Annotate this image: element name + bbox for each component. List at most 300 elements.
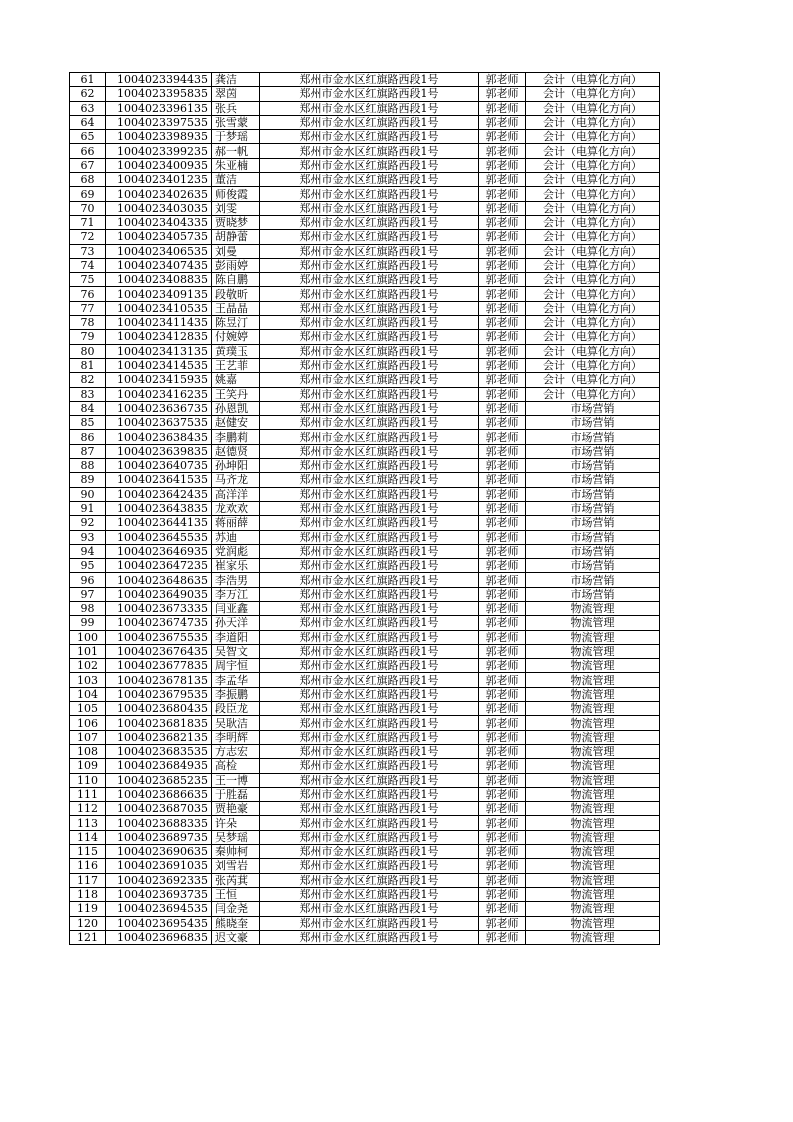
table-row <box>70 230 660 244</box>
teacher-cell: 郭老师 <box>479 373 526 387</box>
address-cell: 郑州市金水区红旗路西段1号 <box>260 501 479 515</box>
table-row <box>70 830 660 844</box>
student-id-cell: 1004023644135 <box>106 516 212 530</box>
row-number-cell: 107 <box>70 730 106 744</box>
teacher-cell: 郭老师 <box>479 115 526 129</box>
teacher-cell: 郭老师 <box>479 244 526 258</box>
major-cell: 会计（电算化方向） <box>526 173 660 187</box>
address-cell: 郑州市金水区红旗路西段1号 <box>260 759 479 773</box>
address-cell: 郑州市金水区红旗路西段1号 <box>260 530 479 544</box>
student-id-cell: 1004023413135 <box>106 344 212 358</box>
student-id-cell: 1004023403035 <box>106 201 212 215</box>
major-cell: 市场营销 <box>526 501 660 515</box>
student-id-cell: 1004023683535 <box>106 744 212 758</box>
student-name-cell: 崔家乐 <box>212 559 260 573</box>
student-id-cell: 1004023411435 <box>106 316 212 330</box>
student-name-cell: 贾晓梦 <box>212 215 260 229</box>
row-number-cell: 80 <box>70 344 106 358</box>
address-cell: 郑州市金水区红旗路西段1号 <box>260 215 479 229</box>
major-cell: 物流管理 <box>526 659 660 673</box>
teacher-cell: 郭老师 <box>479 659 526 673</box>
student-id-cell: 1004023690635 <box>106 845 212 859</box>
major-cell: 市场营销 <box>526 444 660 458</box>
address-cell: 郑州市金水区红旗路西段1号 <box>260 459 479 473</box>
student-id-cell: 1004023641535 <box>106 473 212 487</box>
address-cell: 郑州市金水区红旗路西段1号 <box>260 230 479 244</box>
student-name-cell: 许朵 <box>212 816 260 830</box>
address-cell: 郑州市金水区红旗路西段1号 <box>260 730 479 744</box>
address-cell: 郑州市金水区红旗路西段1号 <box>260 573 479 587</box>
table-row <box>70 358 660 372</box>
student-name-cell: 吴耿洁 <box>212 716 260 730</box>
teacher-cell: 郭老师 <box>479 301 526 315</box>
student-name-cell: 孙恩凯 <box>212 401 260 415</box>
major-cell: 会计（电算化方向） <box>526 101 660 115</box>
student-id-cell: 1004023396135 <box>106 101 212 115</box>
major-cell: 物流管理 <box>526 816 660 830</box>
teacher-cell: 郭老师 <box>479 501 526 515</box>
teacher-cell: 郭老师 <box>479 873 526 887</box>
student-table-body <box>70 73 660 945</box>
student-name-cell: 陈昱汀 <box>212 316 260 330</box>
table-row <box>70 702 660 716</box>
teacher-cell: 郭老师 <box>479 644 526 658</box>
table-row <box>70 859 660 873</box>
teacher-cell: 郭老师 <box>479 273 526 287</box>
row-number-cell: 88 <box>70 459 106 473</box>
major-cell: 物流管理 <box>526 873 660 887</box>
address-cell: 郑州市金水区红旗路西段1号 <box>260 101 479 115</box>
row-number-cell: 92 <box>70 516 106 530</box>
student-id-cell: 1004023676435 <box>106 644 212 658</box>
table-row <box>70 373 660 387</box>
row-number-cell: 89 <box>70 473 106 487</box>
student-name-cell: 段敬昕 <box>212 287 260 301</box>
student-name-cell: 李明辉 <box>212 730 260 744</box>
teacher-cell: 郭老师 <box>479 716 526 730</box>
student-name-cell: 孙坤阳 <box>212 459 260 473</box>
major-cell: 物流管理 <box>526 616 660 630</box>
teacher-cell: 郭老师 <box>479 187 526 201</box>
student-name-cell: 黄璞玉 <box>212 344 260 358</box>
teacher-cell: 郭老师 <box>479 587 526 601</box>
major-cell: 会计（电算化方向） <box>526 330 660 344</box>
student-id-cell: 1004023681835 <box>106 716 212 730</box>
teacher-cell: 郭老师 <box>479 902 526 916</box>
student-name-cell: 胡静蕾 <box>212 230 260 244</box>
row-number-cell: 115 <box>70 845 106 859</box>
student-id-cell: 1004023675535 <box>106 630 212 644</box>
table-row <box>70 673 660 687</box>
student-name-cell: 王一博 <box>212 773 260 787</box>
student-name-cell: 刘雪岩 <box>212 859 260 873</box>
student-name-cell: 张雪蒙 <box>212 115 260 129</box>
student-name-cell: 翠茵 <box>212 87 260 101</box>
major-cell: 会计（电算化方向） <box>526 358 660 372</box>
table-row <box>70 601 660 615</box>
student-name-cell: 于梦瑶 <box>212 130 260 144</box>
student-id-cell: 1004023673335 <box>106 601 212 615</box>
table-row <box>70 330 660 344</box>
major-cell: 物流管理 <box>526 916 660 930</box>
student-name-cell: 高洋洋 <box>212 487 260 501</box>
student-id-cell: 1004023682135 <box>106 730 212 744</box>
student-table <box>69 72 660 945</box>
table-row <box>70 487 660 501</box>
row-number-cell: 93 <box>70 530 106 544</box>
teacher-cell: 郭老师 <box>479 473 526 487</box>
major-cell: 物流管理 <box>526 802 660 816</box>
teacher-cell: 郭老师 <box>479 316 526 330</box>
row-number-cell: 67 <box>70 158 106 172</box>
student-name-cell: 苏迪 <box>212 530 260 544</box>
student-id-cell: 1004023693735 <box>106 887 212 901</box>
table-row <box>70 459 660 473</box>
table-row <box>70 387 660 401</box>
student-id-cell: 1004023416235 <box>106 387 212 401</box>
major-cell: 会计（电算化方向） <box>526 258 660 272</box>
row-number-cell: 109 <box>70 759 106 773</box>
teacher-cell: 郭老师 <box>479 73 526 87</box>
student-name-cell: 马齐龙 <box>212 473 260 487</box>
student-name-cell: 迟文豪 <box>212 930 260 944</box>
table-row <box>70 759 660 773</box>
student-name-cell: 蒋丽薛 <box>212 516 260 530</box>
table-row <box>70 187 660 201</box>
student-id-cell: 1004023642435 <box>106 487 212 501</box>
address-cell: 郑州市金水区红旗路西段1号 <box>260 659 479 673</box>
major-cell: 会计（电算化方向） <box>526 344 660 358</box>
teacher-cell: 郭老师 <box>479 387 526 401</box>
major-cell: 物流管理 <box>526 930 660 944</box>
teacher-cell: 郭老师 <box>479 830 526 844</box>
student-id-cell: 1004023408835 <box>106 273 212 287</box>
student-id-cell: 1004023689735 <box>106 830 212 844</box>
row-number-cell: 72 <box>70 230 106 244</box>
student-name-cell: 董洁 <box>212 173 260 187</box>
student-id-cell: 1004023412835 <box>106 330 212 344</box>
student-name-cell: 熊晓奎 <box>212 916 260 930</box>
table-row <box>70 173 660 187</box>
row-number-cell: 91 <box>70 501 106 515</box>
teacher-cell: 郭老师 <box>479 773 526 787</box>
address-cell: 郑州市金水区红旗路西段1号 <box>260 644 479 658</box>
table-row <box>70 273 660 287</box>
address-cell: 郑州市金水区红旗路西段1号 <box>260 630 479 644</box>
teacher-cell: 郭老师 <box>479 759 526 773</box>
major-cell: 物流管理 <box>526 702 660 716</box>
table-row <box>70 787 660 801</box>
address-cell: 郑州市金水区红旗路西段1号 <box>260 559 479 573</box>
student-name-cell: 刘雯 <box>212 201 260 215</box>
teacher-cell: 郭老师 <box>479 730 526 744</box>
row-number-cell: 95 <box>70 559 106 573</box>
row-number-cell: 121 <box>70 930 106 944</box>
student-name-cell: 闫亚鑫 <box>212 601 260 615</box>
teacher-cell: 郭老师 <box>479 573 526 587</box>
student-name-cell: 姚嘉 <box>212 373 260 387</box>
row-number-cell: 112 <box>70 802 106 816</box>
major-cell: 物流管理 <box>526 773 660 787</box>
table-row <box>70 559 660 573</box>
row-number-cell: 103 <box>70 673 106 687</box>
student-name-cell: 张兵 <box>212 101 260 115</box>
address-cell: 郑州市金水区红旗路西段1号 <box>260 673 479 687</box>
student-name-cell: 李道阳 <box>212 630 260 644</box>
student-name-cell: 付婉婷 <box>212 330 260 344</box>
address-cell: 郑州市金水区红旗路西段1号 <box>260 330 479 344</box>
teacher-cell: 郭老师 <box>479 802 526 816</box>
address-cell: 郑州市金水区红旗路西段1号 <box>260 187 479 201</box>
address-cell: 郑州市金水区红旗路西段1号 <box>260 516 479 530</box>
row-number-cell: 74 <box>70 258 106 272</box>
major-cell: 会计（电算化方向） <box>526 201 660 215</box>
table-row <box>70 716 660 730</box>
table-row <box>70 644 660 658</box>
student-id-cell: 1004023398935 <box>106 130 212 144</box>
student-name-cell: 龚洁 <box>212 73 260 87</box>
student-name-cell: 李鹏莉 <box>212 430 260 444</box>
student-name-cell: 于胜磊 <box>212 787 260 801</box>
student-id-cell: 1004023637535 <box>106 416 212 430</box>
row-number-cell: 73 <box>70 244 106 258</box>
row-number-cell: 110 <box>70 773 106 787</box>
student-id-cell: 1004023696835 <box>106 930 212 944</box>
student-id-cell: 1004023407435 <box>106 258 212 272</box>
student-id-cell: 1004023401235 <box>106 173 212 187</box>
major-cell: 会计（电算化方向） <box>526 73 660 87</box>
major-cell: 会计（电算化方向） <box>526 187 660 201</box>
table-row <box>70 115 660 129</box>
student-id-cell: 1004023688335 <box>106 816 212 830</box>
table-row <box>70 516 660 530</box>
row-number-cell: 62 <box>70 87 106 101</box>
address-cell: 郑州市金水区红旗路西段1号 <box>260 416 479 430</box>
address-cell: 郑州市金水区红旗路西段1号 <box>260 444 479 458</box>
student-name-cell: 赵健安 <box>212 416 260 430</box>
student-name-cell: 孙天洋 <box>212 616 260 630</box>
row-number-cell: 82 <box>70 373 106 387</box>
row-number-cell: 94 <box>70 544 106 558</box>
row-number-cell: 102 <box>70 659 106 673</box>
teacher-cell: 郭老师 <box>479 130 526 144</box>
major-cell: 市场营销 <box>526 401 660 415</box>
row-number-cell: 83 <box>70 387 106 401</box>
student-id-cell: 1004023680435 <box>106 702 212 716</box>
teacher-cell: 郭老师 <box>479 158 526 172</box>
major-cell: 物流管理 <box>526 787 660 801</box>
row-number-cell: 75 <box>70 273 106 287</box>
major-cell: 会计（电算化方向） <box>526 316 660 330</box>
address-cell: 郑州市金水区红旗路西段1号 <box>260 430 479 444</box>
table-row <box>70 73 660 87</box>
table-row <box>70 444 660 458</box>
row-number-cell: 79 <box>70 330 106 344</box>
address-cell: 郑州市金水区红旗路西段1号 <box>260 316 479 330</box>
student-id-cell: 1004023395835 <box>106 87 212 101</box>
row-number-cell: 117 <box>70 873 106 887</box>
address-cell: 郑州市金水区红旗路西段1号 <box>260 802 479 816</box>
row-number-cell: 78 <box>70 316 106 330</box>
table-row <box>70 287 660 301</box>
student-id-cell: 1004023397535 <box>106 115 212 129</box>
teacher-cell: 郭老师 <box>479 816 526 830</box>
student-name-cell: 彭雨婷 <box>212 258 260 272</box>
table-row <box>70 630 660 644</box>
major-cell: 物流管理 <box>526 887 660 901</box>
address-cell: 郑州市金水区红旗路西段1号 <box>260 487 479 501</box>
table-row <box>70 301 660 315</box>
table-row <box>70 158 660 172</box>
address-cell: 郑州市金水区红旗路西段1号 <box>260 830 479 844</box>
address-cell: 郑州市金水区红旗路西段1号 <box>260 73 479 87</box>
teacher-cell: 郭老师 <box>479 630 526 644</box>
table-row <box>70 916 660 930</box>
address-cell: 郑州市金水区红旗路西段1号 <box>260 173 479 187</box>
row-number-cell: 99 <box>70 616 106 630</box>
teacher-cell: 郭老师 <box>479 845 526 859</box>
row-number-cell: 69 <box>70 187 106 201</box>
teacher-cell: 郭老师 <box>479 616 526 630</box>
table-row <box>70 573 660 587</box>
student-name-cell: 高检 <box>212 759 260 773</box>
row-number-cell: 84 <box>70 401 106 415</box>
major-cell: 会计（电算化方向） <box>526 230 660 244</box>
table-row <box>70 344 660 358</box>
row-number-cell: 70 <box>70 201 106 215</box>
student-name-cell: 郝一帆 <box>212 144 260 158</box>
table-row <box>70 773 660 787</box>
row-number-cell: 100 <box>70 630 106 644</box>
row-number-cell: 97 <box>70 587 106 601</box>
address-cell: 郑州市金水区红旗路西段1号 <box>260 859 479 873</box>
address-cell: 郑州市金水区红旗路西段1号 <box>260 587 479 601</box>
address-cell: 郑州市金水区红旗路西段1号 <box>260 115 479 129</box>
student-name-cell: 龙欢欢 <box>212 501 260 515</box>
student-name-cell: 赵德贤 <box>212 444 260 458</box>
student-name-cell: 李孟华 <box>212 673 260 687</box>
major-cell: 会计（电算化方向） <box>526 115 660 129</box>
teacher-cell: 郭老师 <box>479 459 526 473</box>
row-number-cell: 111 <box>70 787 106 801</box>
student-name-cell: 吴智文 <box>212 644 260 658</box>
teacher-cell: 郭老师 <box>479 916 526 930</box>
student-id-cell: 1004023695435 <box>106 916 212 930</box>
student-id-cell: 1004023399235 <box>106 144 212 158</box>
address-cell: 郑州市金水区红旗路西段1号 <box>260 301 479 315</box>
student-id-cell: 1004023677835 <box>106 659 212 673</box>
student-id-cell: 1004023686635 <box>106 787 212 801</box>
table-row <box>70 144 660 158</box>
teacher-cell: 郭老师 <box>479 859 526 873</box>
student-id-cell: 1004023674735 <box>106 616 212 630</box>
student-id-cell: 1004023687035 <box>106 802 212 816</box>
major-cell: 物流管理 <box>526 759 660 773</box>
major-cell: 物流管理 <box>526 859 660 873</box>
address-cell: 郑州市金水区红旗路西段1号 <box>260 930 479 944</box>
teacher-cell: 郭老师 <box>479 144 526 158</box>
row-number-cell: 87 <box>70 444 106 458</box>
teacher-cell: 郭老师 <box>479 544 526 558</box>
student-id-cell: 1004023647235 <box>106 559 212 573</box>
teacher-cell: 郭老师 <box>479 559 526 573</box>
teacher-cell: 郭老师 <box>479 230 526 244</box>
address-cell: 郑州市金水区红旗路西段1号 <box>260 873 479 887</box>
address-cell: 郑州市金水区红旗路西段1号 <box>260 702 479 716</box>
address-cell: 郑州市金水区红旗路西段1号 <box>260 687 479 701</box>
major-cell: 会计（电算化方向） <box>526 215 660 229</box>
table-row <box>70 587 660 601</box>
row-number-cell: 120 <box>70 916 106 930</box>
major-cell: 物流管理 <box>526 601 660 615</box>
student-id-cell: 1004023400935 <box>106 158 212 172</box>
address-cell: 郑州市金水区红旗路西段1号 <box>260 87 479 101</box>
table-row <box>70 130 660 144</box>
teacher-cell: 郭老师 <box>479 258 526 272</box>
address-cell: 郑州市金水区红旗路西段1号 <box>260 787 479 801</box>
table-row <box>70 887 660 901</box>
address-cell: 郑州市金水区红旗路西段1号 <box>260 816 479 830</box>
major-cell: 会计（电算化方向） <box>526 130 660 144</box>
student-id-cell: 1004023638435 <box>106 430 212 444</box>
address-cell: 郑州市金水区红旗路西段1号 <box>260 201 479 215</box>
row-number-cell: 104 <box>70 687 106 701</box>
table-row <box>70 87 660 101</box>
table-row <box>70 802 660 816</box>
table-row <box>70 215 660 229</box>
student-name-cell: 段臣龙 <box>212 702 260 716</box>
row-number-cell: 86 <box>70 430 106 444</box>
table-row <box>70 244 660 258</box>
teacher-cell: 郭老师 <box>479 673 526 687</box>
address-cell: 郑州市金水区红旗路西段1号 <box>260 401 479 415</box>
table-row <box>70 430 660 444</box>
table-row <box>70 659 660 673</box>
teacher-cell: 郭老师 <box>479 287 526 301</box>
major-cell: 物流管理 <box>526 730 660 744</box>
major-cell: 物流管理 <box>526 630 660 644</box>
address-cell: 郑州市金水区红旗路西段1号 <box>260 601 479 615</box>
teacher-cell: 郭老师 <box>479 430 526 444</box>
teacher-cell: 郭老师 <box>479 330 526 344</box>
row-number-cell: 98 <box>70 601 106 615</box>
table-row <box>70 816 660 830</box>
table-row <box>70 201 660 215</box>
table-row <box>70 530 660 544</box>
teacher-cell: 郭老师 <box>479 787 526 801</box>
student-id-cell: 1004023410535 <box>106 301 212 315</box>
address-cell: 郑州市金水区红旗路西段1号 <box>260 387 479 401</box>
major-cell: 物流管理 <box>526 830 660 844</box>
table-row <box>70 744 660 758</box>
teacher-cell: 郭老师 <box>479 101 526 115</box>
major-cell: 会计（电算化方向） <box>526 87 660 101</box>
student-name-cell: 王笑丹 <box>212 387 260 401</box>
address-cell: 郑州市金水区红旗路西段1号 <box>260 287 479 301</box>
major-cell: 市场营销 <box>526 487 660 501</box>
student-name-cell: 陈自鹏 <box>212 273 260 287</box>
teacher-cell: 郭老师 <box>479 416 526 430</box>
teacher-cell: 郭老师 <box>479 744 526 758</box>
teacher-cell: 郭老师 <box>479 215 526 229</box>
major-cell: 物流管理 <box>526 644 660 658</box>
teacher-cell: 郭老师 <box>479 444 526 458</box>
student-name-cell: 王晶晶 <box>212 301 260 315</box>
student-name-cell: 师俊霞 <box>212 187 260 201</box>
row-number-cell: 61 <box>70 73 106 87</box>
student-id-cell: 1004023694535 <box>106 902 212 916</box>
address-cell: 郑州市金水区红旗路西段1号 <box>260 916 479 930</box>
